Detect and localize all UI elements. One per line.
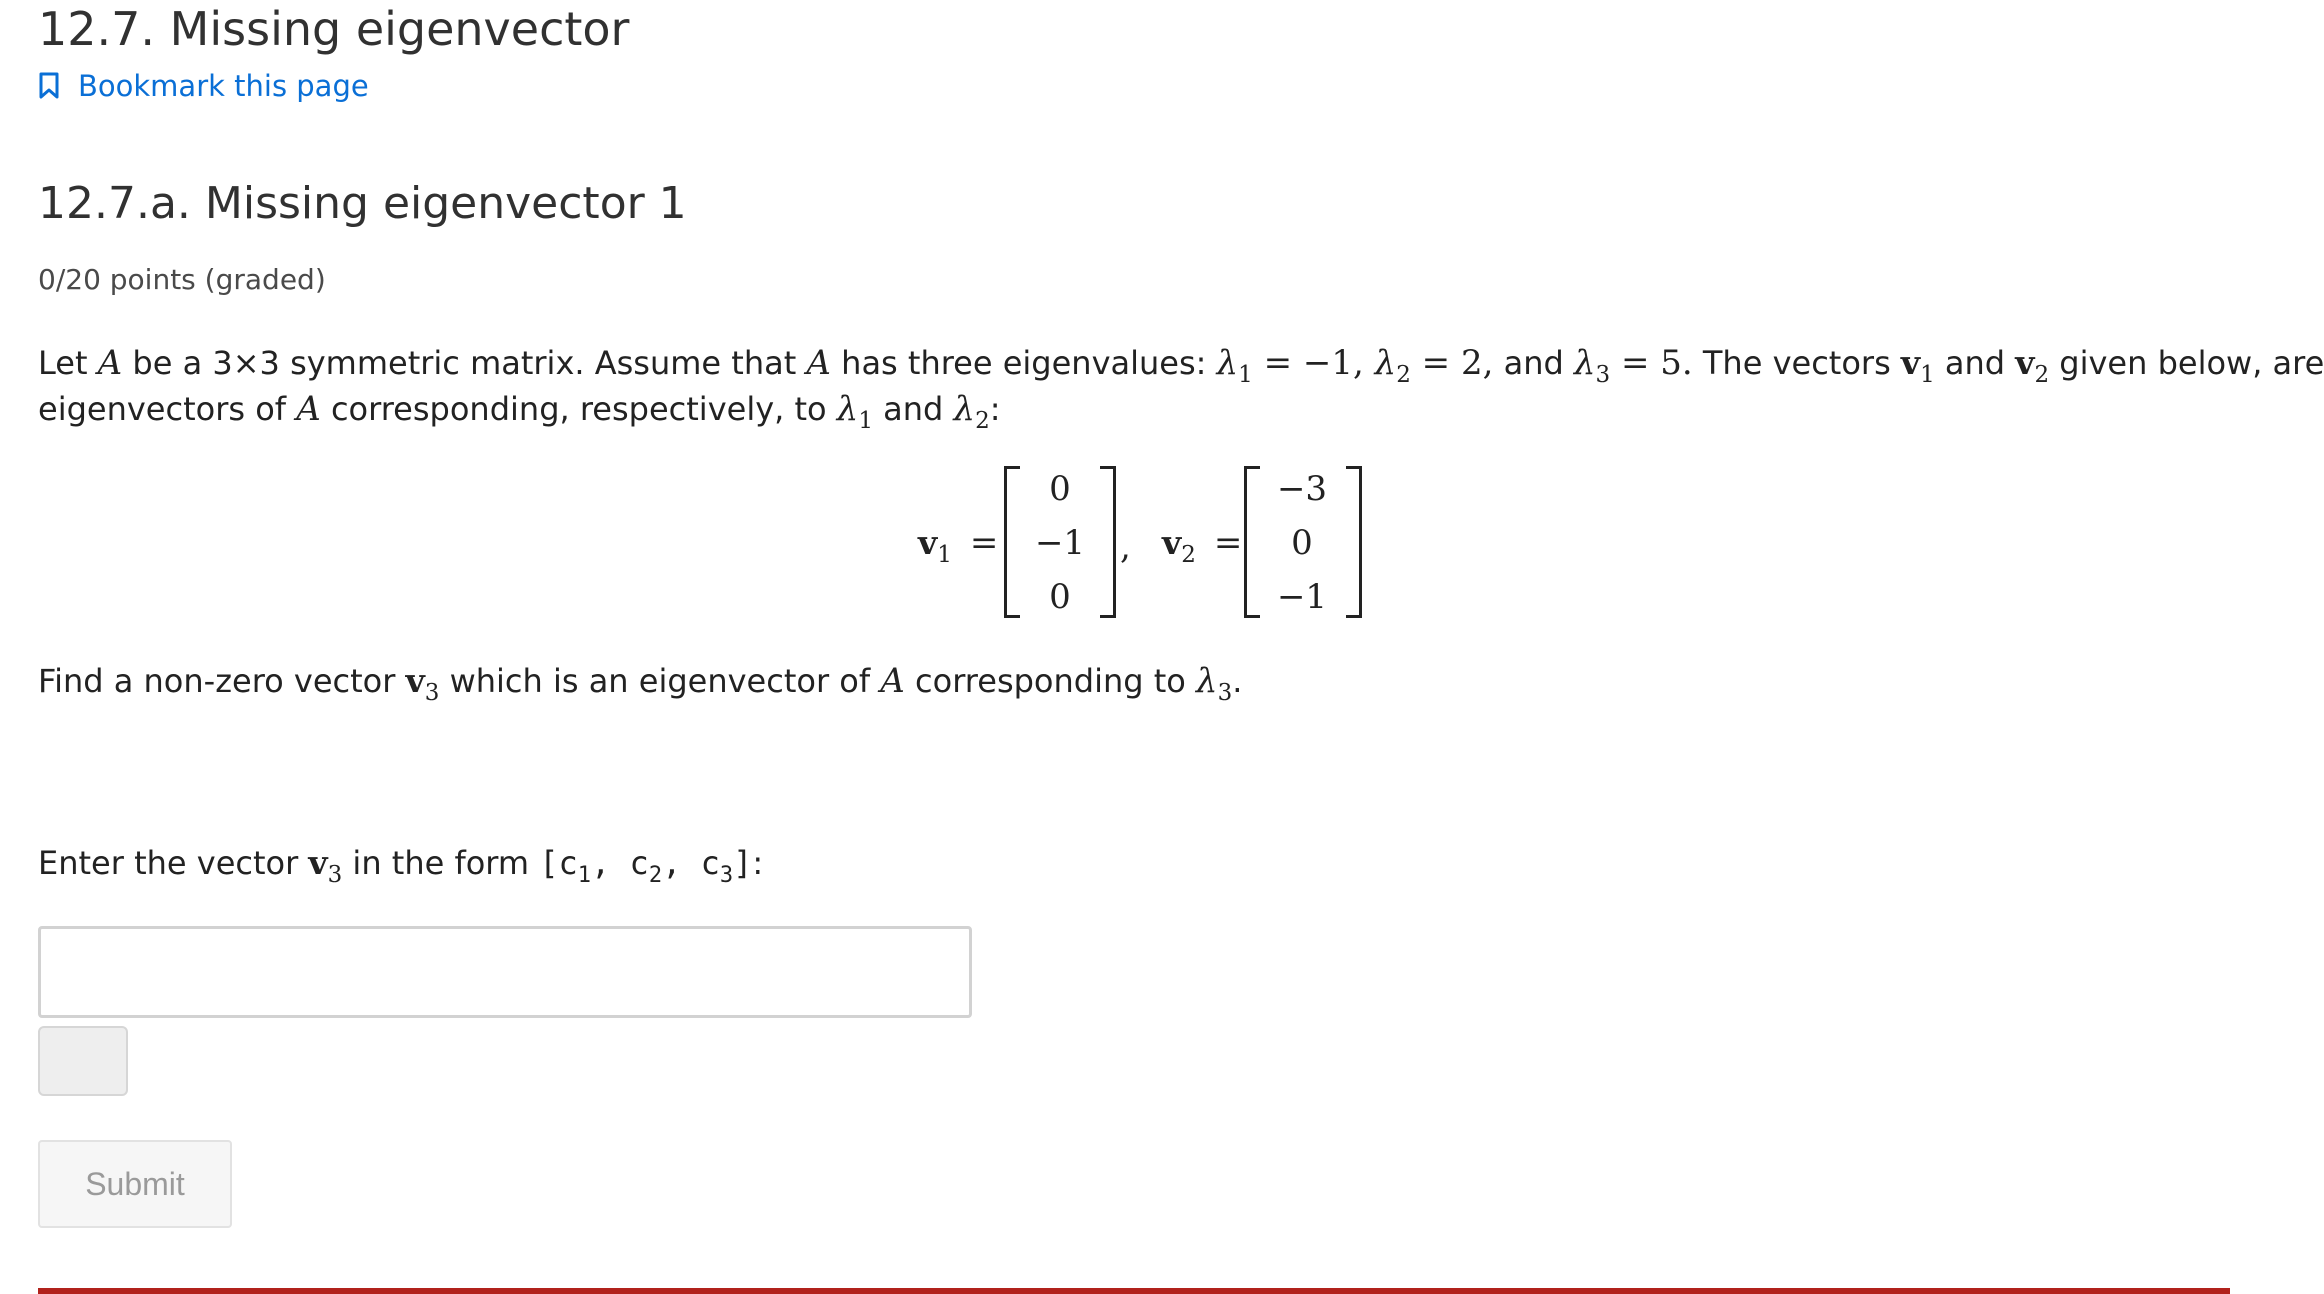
problem-statement-line-1: Let A be a 3×3 symmetric matrix. Assume that A has three eigenvalues: $\lambda_1 = -1$, $\lambda_2 = 2$, and $\lambda_3 = 5$. The vectors $v_1$ and $v_2$ given below, are: [38, 343, 2324, 388]
v1-entry-2: −1: [1034, 523, 1086, 563]
v2-label: $v_2$ =: [1162, 523, 1243, 568]
bookmark-icon: [38, 72, 60, 100]
v1-left-bracket: [1004, 466, 1020, 618]
v2-right-bracket: [1346, 466, 1362, 618]
v2-entry-2: 0: [1291, 523, 1313, 563]
unit-title: 12.7. Missing eigenvector: [38, 2, 630, 56]
submit-button[interactable]: Submit: [38, 1140, 232, 1228]
v1-right-bracket: [1100, 466, 1116, 618]
bookmark-label: Bookmark this page: [78, 69, 369, 103]
answer-prompt: Enter the vector $v_3$ in the form [$c_1$, $c_2$, $c_3$]:: [38, 843, 764, 888]
vector-separator: ,: [1120, 527, 1131, 567]
vector-display: [38, 460, 1438, 630]
problem-title: 12.7.a. Missing eigenvector 1: [38, 178, 687, 229]
v1-entry-3: 0: [1049, 577, 1071, 617]
answer-input[interactable]: [38, 926, 972, 1018]
find-statement: Find a non-zero vector $v_3$ which is an eigenvector of A corresponding to $\lambda_3$.: [38, 661, 1243, 706]
v2-entry-3: −1: [1276, 577, 1328, 617]
v2-entry-1: −3: [1276, 469, 1328, 509]
v1-entry-1: 0: [1049, 469, 1071, 509]
bookmark-button[interactable]: [38, 66, 369, 106]
problem-statement-line-2: eigenvectors of A corresponding, respectively, to $\lambda_1$ and $\lambda_2$:: [38, 389, 1001, 434]
section-divider: [38, 1288, 2230, 1294]
v1-label: $v_1$ =: [918, 523, 999, 568]
preview-button[interactable]: [38, 1026, 128, 1096]
v2-left-bracket: [1244, 466, 1260, 618]
points-status: 0/20 points (graded): [38, 263, 326, 296]
